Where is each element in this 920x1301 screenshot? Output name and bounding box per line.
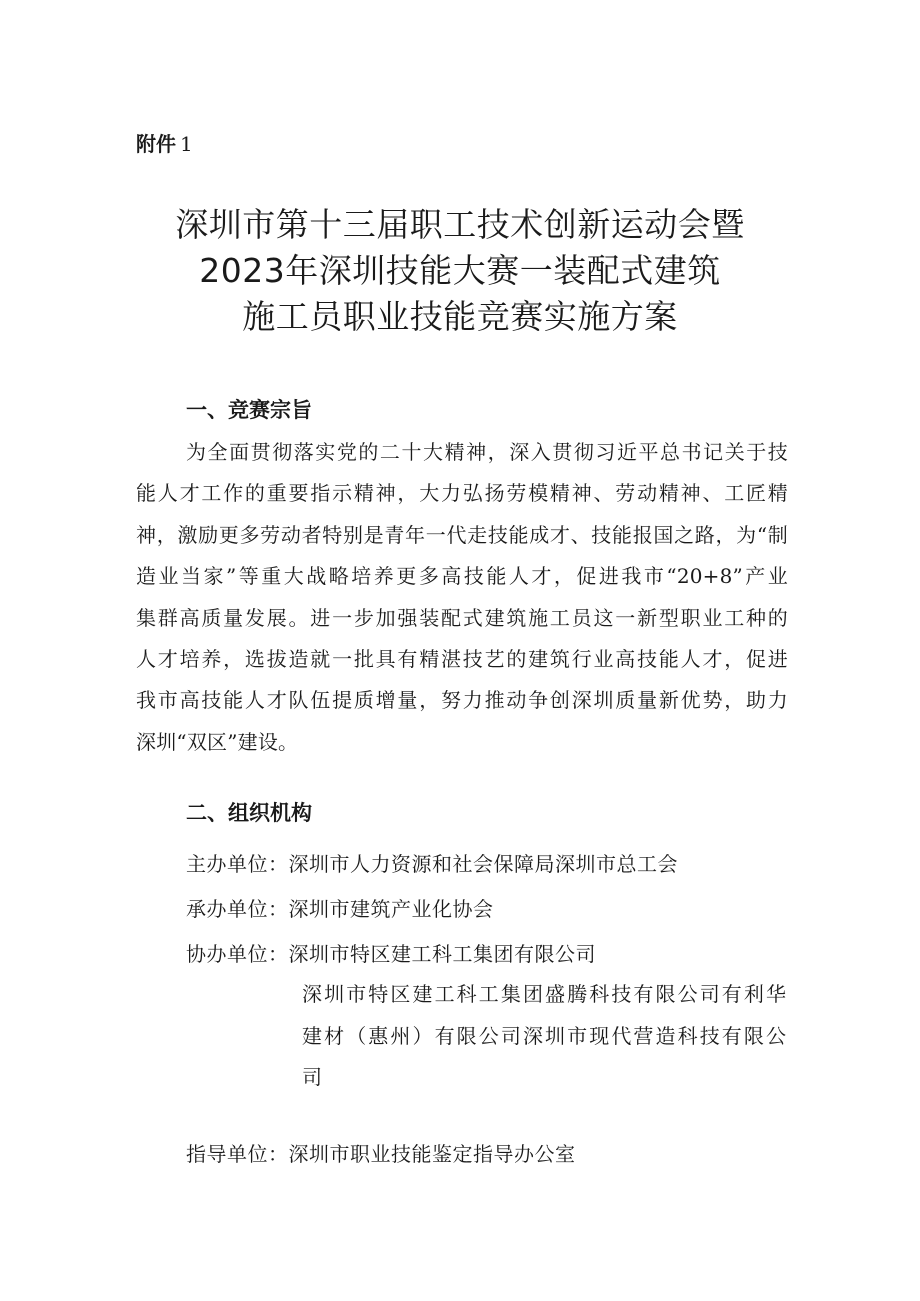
title-line-3: 施工员职业技能竞赛实施方案: [242, 297, 678, 336]
guide-unit: 指导单位：深圳市职业技能鉴定指导办公室: [186, 1142, 576, 1166]
paragraph-line: 我市高技能人才队伍提质增量，努力推动争创深圳质量新优势，助力: [136, 688, 788, 713]
section-1-heading: 一、竞赛宗旨: [186, 398, 312, 422]
attachment-number: 1: [180, 132, 193, 156]
paragraph-line: 能人才工作的重要指示精神，大力弘扬劳模精神、劳动精神、工匠精: [136, 481, 788, 506]
co-organizer-line: 司: [302, 1065, 322, 1089]
title-line-1: 深圳市第十三届职工技术创新运动会暨: [175, 205, 745, 244]
section-1-paragraph: [136, 432, 788, 763]
paragraph-line: 造业当家”等重大战略培养更多高技能人才，促进我市“20+8”产业: [136, 564, 788, 589]
paragraph-line: 为全面贯彻落实党的二十大精神，深入贯彻习近平总书记关于技: [186, 440, 788, 464]
paragraph-line: 人才培养，选拔造就一批具有精湛技艺的建筑行业高技能人才，促进: [136, 647, 788, 672]
co-organizer-line: 深圳市特区建工科工集团盛腾科技有限公司有利华: [302, 982, 786, 1006]
document-title: [140, 202, 780, 340]
co-organizer-unit: 协办单位：深圳市特区建工科工集团有限公司: [186, 942, 596, 966]
section-2-heading: 二、组织机构: [186, 801, 312, 825]
host-unit: 主办单位：深圳市人力资源和社会保障局深圳市总工会: [186, 852, 678, 876]
paragraph-line: 神，激励更多劳动者特别是青年一代走技能成才、技能报国之路，为“制: [136, 522, 788, 547]
paragraph-line: 集群高质量发展。进一步加强装配式建筑施工员这一新型职业工种的: [136, 605, 788, 630]
co-organizer-more: [302, 974, 786, 1099]
title-line-2: 2023年深圳技能大赛一装配式建筑: [199, 251, 721, 290]
paragraph-line: 深圳“双区”建设。: [136, 729, 299, 754]
co-organizer-line: 建材（惠州）有限公司深圳市现代营造科技有限公: [302, 1023, 786, 1048]
attachment-word: 附件: [136, 132, 176, 156]
attachment-label: [136, 128, 193, 157]
organizer-unit: 承办单位：深圳市建筑产业化协会: [186, 897, 494, 921]
